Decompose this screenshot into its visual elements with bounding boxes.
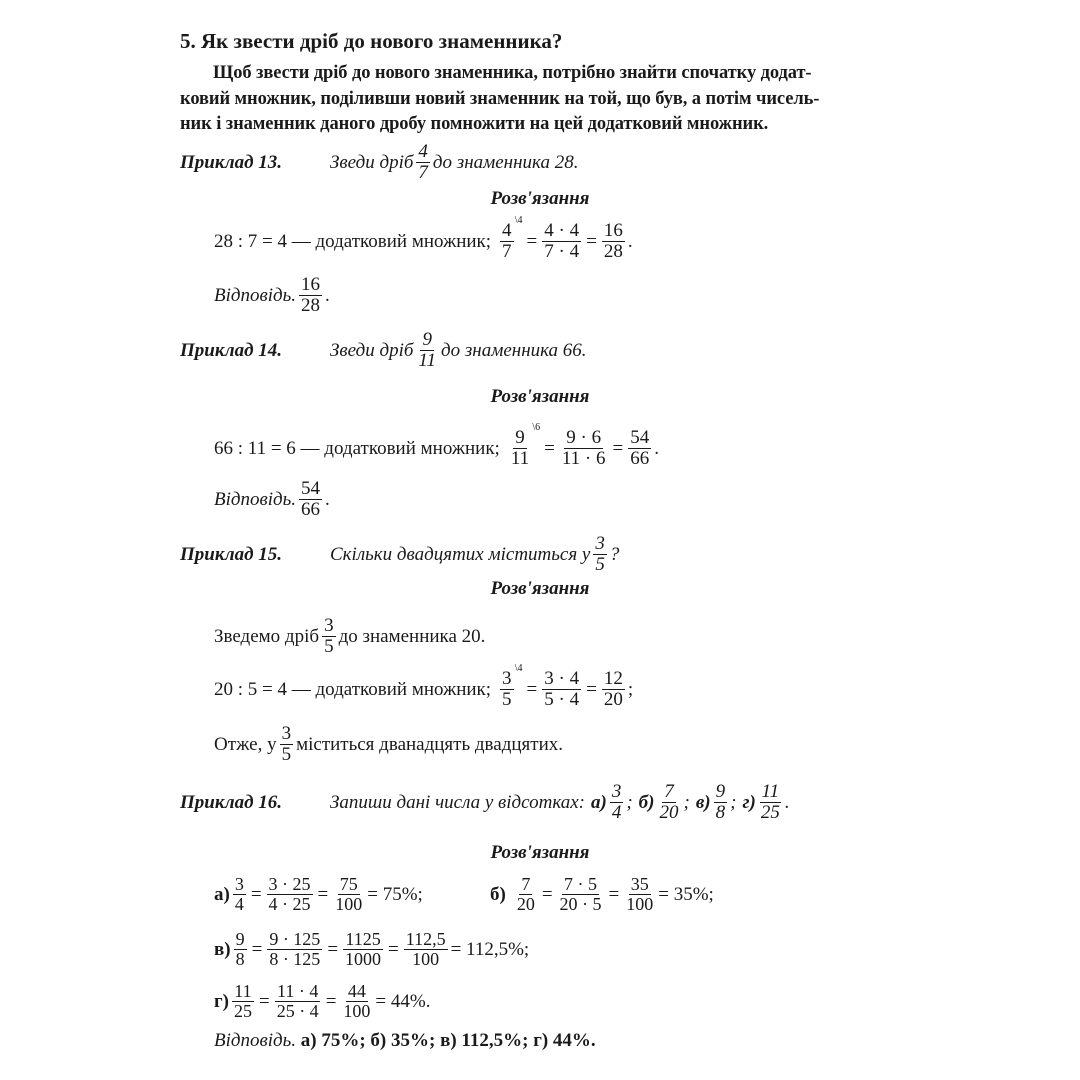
- example-16-solution-v: в) $\frac{9}{8}$ = $\frac{9 \cdot 125}{8 \cdot 125}$ = $\frac{1125}{1000}$ = $\frac{112,5}{100}$ = 112,5%;: [214, 929, 530, 969]
- example-14-label: Приклад 14.: [180, 339, 283, 361]
- example-16-answer-label: Відповідь.: [214, 1030, 297, 1051]
- example-15-line-1-fraction: $\frac{3}{5}$: [324, 615, 334, 657]
- example-14-task-fraction: $\frac{9}{11}$: [418, 329, 437, 371]
- example-14-task: [180, 331, 587, 370]
- example-16-task: Приклад 16. Запиши дані числа у відсотках: а) $\frac{3}{4}$ ; б) $\frac{7}{20}$ ; в) $\frac{9}{8}$ ; г) $\frac{11}{25}$ .: [180, 781, 790, 823]
- example-16-item-b-fraction: $\frac{7}{20}$: [659, 781, 679, 823]
- example-16-item-v-fraction: $\frac{9}{8}$: [715, 781, 726, 823]
- example-13-fraction-3: $\frac{16}{28}$: [603, 220, 623, 262]
- example-15-step: 20 : 5 = 4 — додатковий множник; 3 5 \4 = $\frac{3 \cdot 4}{5 \cdot 4}$ = $\frac{12}{20}$ ;: [214, 663, 634, 710]
- example-14-fraction-2: $\frac{9 \cdot 6}{11 \cdot 6}$: [561, 427, 606, 469]
- example-14-answer-fraction: $\frac{54}{66}$: [301, 478, 321, 520]
- example-14-fraction-3: $\frac{54}{66}$: [630, 427, 650, 469]
- example-13-step-text: 28 : 7 = 4 — додатковий множник;: [214, 230, 492, 252]
- example-13-task-text: Зведи дріб: [330, 151, 414, 173]
- example-13-solution-title: Розв'язання: [490, 188, 590, 209]
- example-15-solution-title: Розв'язання: [490, 578, 590, 599]
- example-15-fraction-3: $\frac{12}{20}$: [603, 668, 623, 710]
- example-14-task-text-end: до знаменника 66.: [441, 339, 587, 361]
- example-14-answer-label: Відповідь.: [214, 488, 297, 510]
- example-16-answer: [214, 1030, 596, 1052]
- example-14-step-text: 66 : 11 = 6 — додатковий множник;: [214, 437, 500, 459]
- example-14-fraction-1: 9 11 \6: [510, 422, 541, 469]
- example-15-conclusion-text: Отже, у: [214, 733, 277, 755]
- intro-line-1: Щоб звести дріб до нового знаменника, потрібно знайти спочатку додат-: [213, 63, 812, 83]
- section-heading: 5. Як звести дріб до нового знаменника?: [180, 29, 563, 53]
- example-14-task-text: Зведи дріб: [330, 339, 414, 361]
- example-16-task-text: Запиши дані числа у відсотках:: [330, 791, 586, 813]
- example-16-label: Приклад 16.: [180, 791, 283, 813]
- example-15-conclusion-text-end: міститься дванадцять двадцятих.: [296, 733, 564, 755]
- example-14-solution-title: Розв'язання: [490, 386, 590, 407]
- example-13-answer: Відповідь. $\frac{16}{28}$ .: [214, 274, 330, 316]
- example-15-conclusion-fraction: $\frac{3}{5}$: [281, 723, 292, 765]
- example-13-step: 28 : 7 = 4 — додатковий множник; 4 7 \4 = $\frac{4 \cdot 4}{7 \cdot 4}$ = $\frac{16}{28}$ .: [214, 215, 633, 262]
- intro-line-2: ковий множник, поділивши новий знаменник на той, що був, а потім чисель-: [180, 89, 820, 109]
- example-16-item-g-fraction: $\frac{11}{25}$: [760, 781, 780, 823]
- example-15-label: Приклад 15.: [180, 543, 283, 565]
- example-16-item-a-fraction: $\frac{3}{4}$: [611, 781, 622, 823]
- example-15-task-text: Скільки двадцятих міститься у: [330, 543, 591, 565]
- example-15-line-1-text: Зведемо дріб: [214, 625, 320, 647]
- example-14-answer: Відповідь. $\frac{54}{66}$ .: [214, 478, 330, 520]
- example-15-step-text: 20 : 5 = 4 — додатковий множник;: [214, 678, 492, 700]
- example-13-task-text-end: до знаменника 28.: [432, 151, 579, 173]
- example-13-answer-fraction: $\frac{16}{28}$: [301, 274, 321, 316]
- example-15-line-1: [214, 617, 485, 656]
- example-15-line-1-text-end: до знаменника 20.: [338, 625, 486, 647]
- example-15-task-text-end: ?: [609, 543, 620, 565]
- example-14-step: 66 : 11 = 6 — додатковий множник; 9 11 \6 = $\frac{9 \cdot 6}{11 \cdot 6}$ = $\frac{54}{66}$ .: [214, 422, 659, 469]
- example-16-solution-title: Розв'язання: [490, 842, 590, 863]
- example-13-fraction-2: $\frac{4 \cdot 4}{7 \cdot 4}$: [544, 220, 580, 262]
- example-13-task-fraction: $\frac{4}{7}$: [418, 141, 428, 183]
- example-13-answer-label: Відповідь.: [214, 284, 297, 306]
- example-16-answer-text: а) 75%; б) 35%; в) 112,5%; г) 44%.: [300, 1030, 596, 1051]
- intro-line-3: ник і знаменник даного дробу помножити на цей додатковий множник.: [180, 114, 769, 134]
- example-13-fraction-1: 4 7 \4: [502, 215, 523, 262]
- example-15-conclusion: [214, 725, 563, 764]
- example-13-label: Приклад 13.: [180, 151, 283, 173]
- example-13-task: [180, 143, 578, 182]
- example-15-fraction-1: 3 5 \4: [502, 663, 523, 710]
- example-16-solution-b: б) $\frac{7}{20}$ = $\frac{7 \cdot 5}{20 \cdot 5}$ = $\frac{35}{100}$ = 35%;: [490, 874, 714, 914]
- example-15-task-fraction: $\frac{3}{5}$: [595, 533, 605, 575]
- example-16-solution-a: а) $\frac{3}{4}$ = $\frac{3 \cdot 25}{4 \cdot 25}$ = $\frac{75}{100}$ = 75%;: [214, 874, 423, 914]
- example-15-fraction-2: $\frac{3 \cdot 4}{5 \cdot 4}$: [544, 668, 580, 710]
- example-16-solution-g: г) $\frac{11}{25}$ = $\frac{11 \cdot 4}{25 \cdot 4}$ = $\frac{44}{100}$ = 44%.: [214, 981, 431, 1021]
- example-15-task: [180, 535, 619, 574]
